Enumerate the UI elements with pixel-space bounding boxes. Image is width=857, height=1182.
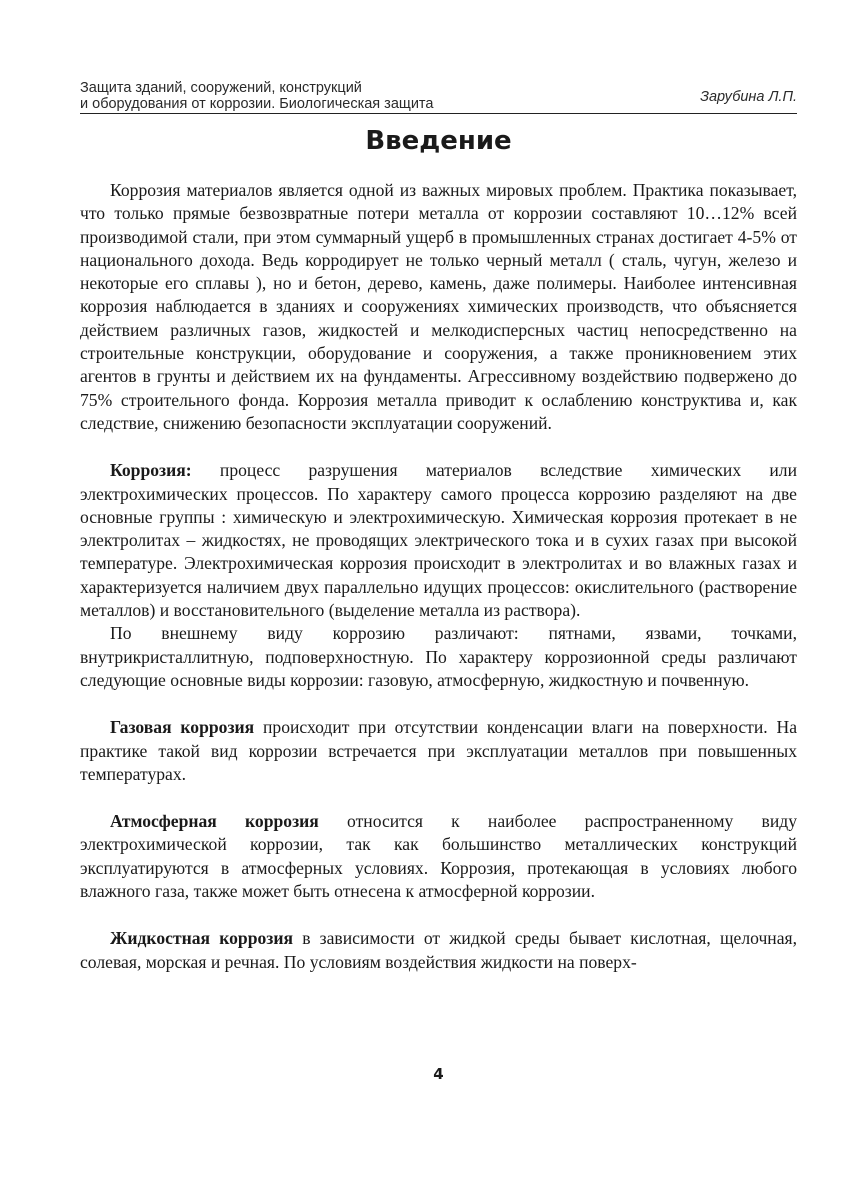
atmospheric-corrosion-text: относится к наиболее распространенному виду электрохимической коррозии, так как большинство металлических конструкций эксплуатируются в атмосферных условиях. Коррозия, протекающая в условиях любого влажного газа, также может быть отнесена к атмосферной коррозии. (80, 811, 797, 902)
chapter-title: Введение (365, 126, 512, 156)
book-title-line-2: и оборудования от коррозии. Биологическая защита (80, 96, 434, 112)
paragraph-appearance: По внешнему виду коррозию различают: пятнами, язвами, точками, внутрикристаллитную, подповерхностную. По характеру коррозионной среды различают следующие основные виды коррозии: газовую, атмосферную, жидкостную и почвенную. (80, 623, 797, 690)
term-gas-corrosion: Газовая коррозия (110, 717, 255, 738)
gas-corrosion-text: происходит при отсутствии конденсации влаги на поверхности. На практике такой вид коррозии встречается при эксплуатации металлов при повышенных температурах. (80, 717, 798, 784)
author-name: Зарубина Л.П. (700, 89, 797, 105)
paragraph-atmospheric-corrosion (80, 810, 797, 903)
term-corrosion: Коррозия: (110, 460, 192, 481)
term-liquid-corrosion: Жидкостная коррозия (110, 928, 294, 949)
paragraph-intro: Коррозия материалов является одной из важных мировых проблем. Практика показывает, что только прямые безвозвратные потери металла от коррозии составляют 10…12% всей производимой стали, при этом суммарный ущерб в промышленных странах достигает 4-5% от национального дохода. Ведь корродирует не только черный металл ( сталь, чугун, железо и некоторые его сплавы ), но и бетон, дерево, камень, даже полимеры. Наиболее интенсивная коррозия наблюдается в зданиях и сооружениях химических производств, что объясняется действием различных газов, жидкостей и мелкодисперсных частиц непосредственно на строительные конструкции, оборудование и сооружения, а также проникновением этих агентов в грунты и действием их на фундаменты. Агрессивному воздействию подвержено до 75% строительного фонда. Коррозия металла приводит к ослаблению конструктива и, как следствие, снижению безопасности эксплуатации сооружений. (80, 180, 797, 433)
liquid-corrosion-text: в зависимости от жидкой среды бывает кислотная, щелочная, солевая, морская и речная. По условиям воздействия жидкости на поверх- (80, 928, 798, 972)
paragraph-gas-corrosion (80, 716, 797, 786)
body-text (80, 179, 797, 974)
running-header (80, 80, 797, 114)
corrosion-definition-text: процесс разрушения материалов вследствие химических или электрохимических процессов. По характеру самого процесса коррозию разделяют на две основные группы : химическую и электрохимическую. Химическая коррозия протекает в не электролитах – жидкостях, не проводящих электрического тока и в сухих газах при высокой температуре. Электрохимическая коррозия происходит в электролитах и во влажных газах и характеризуется наличием двух параллельно идущих процессов: окислительного (растворение металлов) и восстановительного (выделение металла из раствора). (80, 460, 797, 621)
paragraph-liquid-corrosion (80, 927, 797, 974)
page-number: 4 (433, 1065, 444, 1083)
term-atmospheric-corrosion: Атмосферная коррозия (110, 811, 319, 832)
paragraph-corrosion-definition (80, 459, 797, 622)
book-title-line-1: Защита зданий, сооружений, конструкций (80, 80, 362, 96)
book-title (80, 80, 433, 112)
